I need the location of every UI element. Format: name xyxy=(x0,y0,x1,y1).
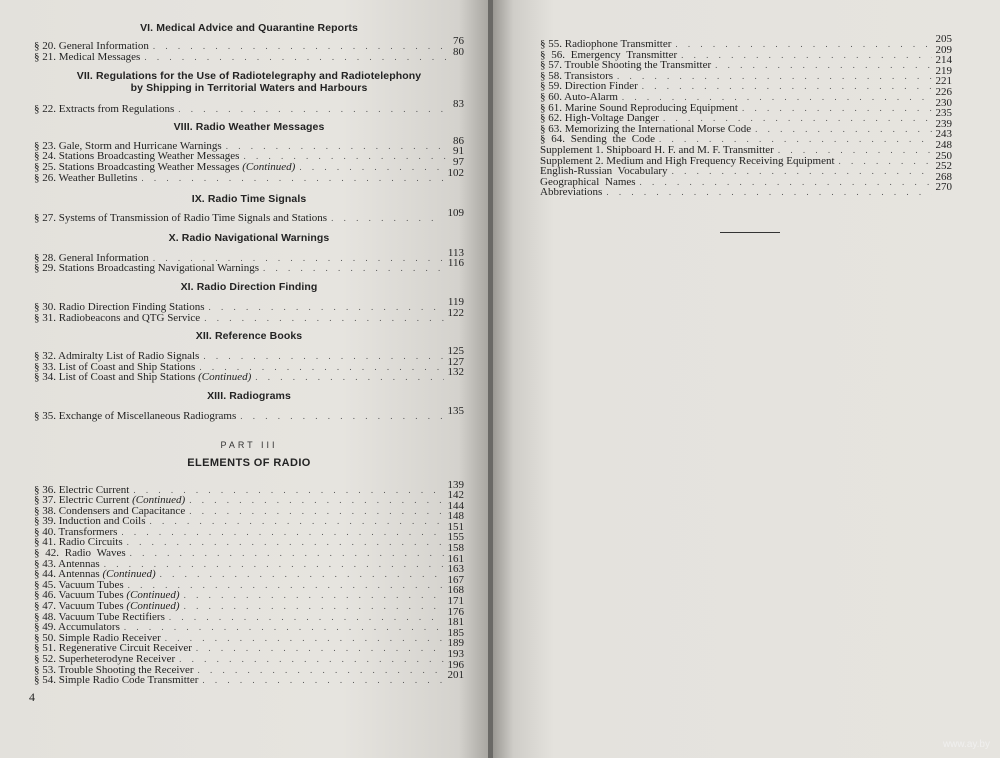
toc-entry[interactable]: § 47. Vacuum Tubes (Continued) . . . 171 xyxy=(34,601,464,612)
toc-entry[interactable]: § 64. Sending the Code . . . 243 xyxy=(540,134,952,145)
toc-entry[interactable]: § 30. Radio Direction Finding Stations . . . 119 xyxy=(34,302,464,313)
toc-entry[interactable]: § 46. Vacuum Tubes (Continued) . . . 168 xyxy=(34,590,464,601)
toc-entry[interactable]: § 42. Radio Waves . . . 158 xyxy=(34,548,464,559)
part-iii-entries xyxy=(34,478,464,687)
section-viii-title: VIII. Radio Weather Messages xyxy=(173,120,325,133)
toc-entry[interactable]: § 41. Radio Circuits . . . 155 xyxy=(34,537,464,548)
toc-entry[interactable]: Geographical Names . . . 268 xyxy=(540,177,952,188)
toc-entry[interactable]: § 20. General Information . . . 76 xyxy=(34,41,464,52)
page-number: 4 xyxy=(29,690,35,704)
toc-entry[interactable]: § 37. Electric Current (Continued) . . . 142 xyxy=(34,495,464,506)
toc-entry[interactable]: § 32. Admiralty List of Radio Signals . . . 125 xyxy=(34,351,464,362)
part-label: PART III xyxy=(220,439,278,450)
toc-entry[interactable]: § 57. Trouble Shooting the Transmitter . . . 214 xyxy=(540,60,952,71)
toc-entry[interactable]: § 40. Transformers . . . 151 xyxy=(34,527,464,538)
toc-entry[interactable]: § 56. Emergency Transmitter . . . 209 xyxy=(540,50,952,61)
toc-entry[interactable]: § 44. Antennas (Continued) . . . 163 xyxy=(34,569,464,580)
toc-entry[interactable]: § 34. List of Coast and Ship Stations (Continued) . . . 132 xyxy=(34,372,464,383)
section-x-entries xyxy=(34,246,464,275)
toc-entry[interactable]: § 55. Radiophone Transmitter . . . 205 xyxy=(540,39,952,50)
toc-entry[interactable]: Supplement 2. Medium and High Frequency Receiving Equipment . . . 250 xyxy=(540,156,952,167)
toc-entry[interactable]: § 33. List of Coast and Ship Stations . . . 127 xyxy=(34,362,464,373)
watermark: www.ay.by xyxy=(942,739,990,750)
toc-entry[interactable]: § 22. Extracts from Regulations . . . 83 xyxy=(34,104,464,115)
toc-entry[interactable]: § 51. Regenerative Circuit Receiver . . . 189 xyxy=(34,643,464,654)
section-xii-title: XII. Reference Books xyxy=(195,330,303,343)
section-xi-title: XI. Radio Direction Finding xyxy=(180,280,318,293)
toc-entry[interactable]: § 48. Vacuum Tube Rectifiers . . . 176 xyxy=(34,612,464,623)
left-contents-column xyxy=(34,22,464,686)
toc-entry[interactable]: § 35. Exchange of Miscellaneous Radiograms . . . 135 xyxy=(34,411,464,422)
toc-entry[interactable]: § 63. Memorizing the International Morse Code . . . 239 xyxy=(540,124,952,135)
section-xii-entries xyxy=(34,345,464,384)
toc-entry[interactable]: § 58. Transistors . . . 219 xyxy=(540,71,952,82)
section-vii-entries xyxy=(34,98,464,116)
toc-entry[interactable]: § 61. Marine Sound Reproducing Equipment . . . 230 xyxy=(540,103,952,114)
right-page xyxy=(493,0,1000,758)
toc-entry[interactable]: § 23. Gale, Storm and Hurricane Warnings . . . 86 xyxy=(34,141,464,152)
toc-entry[interactable]: § 27. Systems of Transmission of Radio Time Signals and Stations . . . 109 xyxy=(34,213,464,224)
right-contents-column xyxy=(540,0,952,198)
toc-entry[interactable]: English-Russian Vocabulary . . . 252 xyxy=(540,166,952,177)
toc-entry[interactable]: § 45. Vacuum Tubes . . . 167 xyxy=(34,580,464,591)
section-vi-title: VI. Medical Advice and Quarantine Reports xyxy=(140,22,358,34)
toc-entry[interactable]: § 50. Simple Radio Receiver . . . 185 xyxy=(34,633,464,644)
toc-entry[interactable]: § 39. Induction and Coils . . . 148 xyxy=(34,516,464,527)
section-vii-title: VII. Regulations for the Use of Radiotelegraphy and Radiotelephony by Shipping in Territorial Waters and Harbours xyxy=(76,70,422,95)
toc-entry[interactable]: § 29. Stations Broadcasting Navigational Warnings . . . 116 xyxy=(34,263,464,274)
toc-entry[interactable]: § 25. Stations Broadcasting Weather Messages (Continued) . . . 97 xyxy=(34,162,464,173)
left-page xyxy=(0,0,488,758)
toc-entry[interactable]: § 52. Superheterodyne Receiver . . . 193 xyxy=(34,654,464,665)
toc-entry[interactable]: § 21. Medical Messages . . . 80 xyxy=(34,52,464,63)
toc-entry[interactable]: § 38. Condensers and Capacitance . . . 144 xyxy=(34,506,464,517)
toc-entry[interactable]: § 28. General Information . . . 113 xyxy=(34,253,464,264)
section-xiii-entries xyxy=(34,404,464,422)
end-rule-divider xyxy=(720,232,780,233)
section-xi-entries xyxy=(34,295,464,324)
toc-entry[interactable]: § 31. Radiobeacons and QTG Service . . . 122 xyxy=(34,313,464,324)
toc-entry[interactable]: § 62. High-Voltage Danger . . . 235 xyxy=(540,113,952,124)
section-viii-entries xyxy=(34,134,464,184)
toc-entry[interactable]: § 24. Stations Broadcasting Weather Messages . . . 91 xyxy=(34,151,464,162)
toc-entry[interactable]: § 36. Electric Current . . . 139 xyxy=(34,485,464,496)
section-x-title: X. Radio Navigational Warnings xyxy=(168,231,330,244)
toc-entry[interactable]: § 43. Antennas . . . 161 xyxy=(34,559,464,570)
toc-entry[interactable]: § 54. Simple Radio Code Transmitter . . . 201 xyxy=(34,675,464,686)
section-ix-entries xyxy=(34,207,464,225)
toc-entry[interactable]: § 49. Accumulators . . . 181 xyxy=(34,622,464,633)
toc-entry[interactable]: § 60. Auto-Alarm . . . 226 xyxy=(540,92,952,103)
toc-entry[interactable]: § 59. Direction Finder . . . 221 xyxy=(540,81,952,92)
section-vi-entries xyxy=(34,35,464,63)
toc-entry[interactable]: § 53. Trouble Shooting the Receiver . . . 196 xyxy=(34,665,464,676)
part-title: ELEMENTS OF RADIO xyxy=(187,456,311,469)
toc-entry[interactable]: Supplement 1. Shipboard H. F. and M. F. Transmitter . . . 248 xyxy=(540,145,952,156)
toc-entry[interactable]: Abbreviations . . . 270 xyxy=(540,187,952,198)
section-xiii-title: XIII. Radiograms xyxy=(207,389,291,402)
section-ix-title: IX. Radio Time Signals xyxy=(191,193,307,206)
toc-entry[interactable]: § 26. Weather Bulletins . . . 102 xyxy=(34,173,464,184)
